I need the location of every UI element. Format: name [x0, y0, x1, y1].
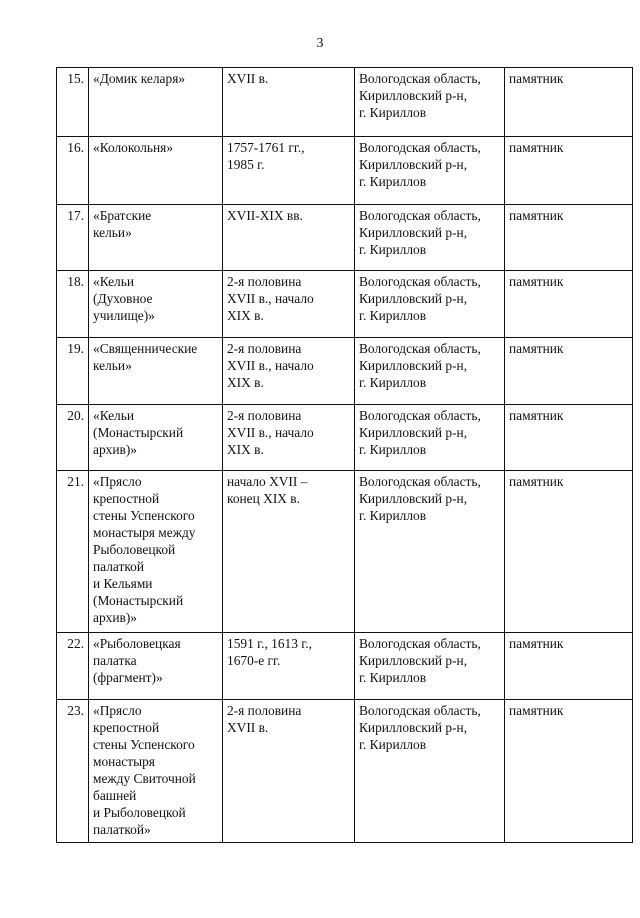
monuments-table [56, 67, 633, 843]
object-status: памятник [505, 205, 633, 271]
object-name: «Прясло крепостной стены Успенского монастыря между Свиточной башней и Рыболовецкой палаткой» [89, 700, 223, 843]
object-location: Вологодская область, Кирилловский р-н, г. Кириллов [355, 700, 505, 843]
table-row [57, 271, 633, 338]
object-status: памятник [505, 137, 633, 205]
page-number: 3 [316, 36, 324, 51]
object-status: памятник [505, 271, 633, 338]
row-number: 16. [57, 137, 89, 205]
table-row [57, 68, 633, 137]
object-status: памятник [505, 633, 633, 700]
object-name: «Священнические кельи» [89, 338, 223, 405]
object-name: «Домик келаря» [89, 68, 223, 137]
object-date: XVII в. [223, 68, 355, 137]
table-row [57, 633, 633, 700]
table-row [57, 205, 633, 271]
object-status: памятник [505, 338, 633, 405]
object-date: 1757-1761 гг., 1985 г. [223, 137, 355, 205]
object-status: памятник [505, 405, 633, 471]
row-number: 20. [57, 405, 89, 471]
object-location: Вологодская область, Кирилловский р-н, г. Кириллов [355, 633, 505, 700]
object-location: Вологодская область, Кирилловский р-н, г. Кириллов [355, 68, 505, 137]
object-name: «Кельи (Духовное училище)» [89, 271, 223, 338]
table-row [57, 405, 633, 471]
object-location: Вологодская область, Кирилловский р-н, г. Кириллов [355, 405, 505, 471]
table-row [57, 137, 633, 205]
table-row [57, 700, 633, 843]
row-number: 19. [57, 338, 89, 405]
row-number: 21. [57, 471, 89, 633]
object-date: XVII-XIX вв. [223, 205, 355, 271]
table-row [57, 471, 633, 633]
object-location: Вологодская область, Кирилловский р-н, г. Кириллов [355, 137, 505, 205]
row-number: 15. [57, 68, 89, 137]
row-number: 18. [57, 271, 89, 338]
object-status: памятник [505, 700, 633, 843]
object-date: 2-я половина XVII в. [223, 700, 355, 843]
object-name: «Колокольня» [89, 137, 223, 205]
object-name: «Братские кельи» [89, 205, 223, 271]
object-name: «Рыболовецкая палатка (фрагмент)» [89, 633, 223, 700]
object-location: Вологодская область, Кирилловский р-н, г. Кириллов [355, 471, 505, 633]
row-number: 22. [57, 633, 89, 700]
object-location: Вологодская область, Кирилловский р-н, г. Кириллов [355, 338, 505, 405]
table-row [57, 338, 633, 405]
object-date: 2-я половина XVII в., начало XIX в. [223, 405, 355, 471]
object-location: Вологодская область, Кирилловский р-н, г. Кириллов [355, 271, 505, 338]
object-date: 1591 г., 1613 г., 1670-е гг. [223, 633, 355, 700]
object-location: Вологодская область, Кирилловский р-н, г. Кириллов [355, 205, 505, 271]
object-date: 2-я половина XVII в., начало XIX в. [223, 271, 355, 338]
object-name: «Кельи (Монастырский архив)» [89, 405, 223, 471]
row-number: 17. [57, 205, 89, 271]
object-name: «Прясло крепостной стены Успенского монастыря между Рыболовецкой палаткой и Кельями (Монастырский архив)» [89, 471, 223, 633]
object-date: 2-я половина XVII в., начало XIX в. [223, 338, 355, 405]
object-date: начало XVII – конец XIX в. [223, 471, 355, 633]
row-number: 23. [57, 700, 89, 843]
object-status: памятник [505, 471, 633, 633]
object-status: памятник [505, 68, 633, 137]
